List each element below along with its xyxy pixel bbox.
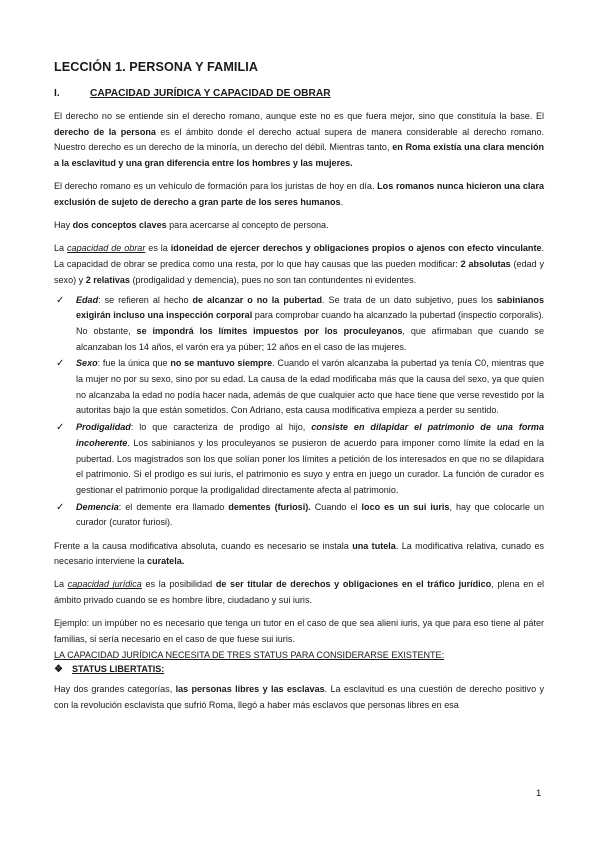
- paragraph-categorias: [54, 682, 544, 713]
- list-item-prodigalidad: [54, 420, 544, 499]
- bold-text: loco es un sui iuris: [361, 501, 450, 512]
- text: para comprobar cuando ha alcanzado la pubertad (inspectio corporalis). No obstante,: [76, 310, 544, 336]
- paragraph-key-concepts: [54, 218, 544, 234]
- text: El derecho no se entiende sin el derecho romano, aunque este no es que fuera mejor, sino que constituía la base. El: [54, 111, 544, 121]
- bold-text: dos conceptos claves: [72, 220, 167, 231]
- page-number: 1: [536, 788, 542, 799]
- bold-text: de ser titular de derechos y obligaciones en el tráfico jurídico: [215, 579, 492, 590]
- list-item-demencia: [54, 500, 544, 531]
- check-icon: ✓: [56, 422, 65, 434]
- text: . Se trata de un dato subjetivo, pues los: [322, 294, 497, 305]
- list-item-edad: [54, 293, 544, 356]
- status-label: STATUS LIBERTATIS:: [72, 664, 165, 674]
- paragraph-ejemplo: Ejemplo: un impúber no es necesario que tenga un tutor en el caso de que sea alieni iuris, ya que para eso tiene al páter familias, si sería necesario en el caso de que fuese sui iuris.: [54, 618, 544, 645]
- bold-text: se impondrá los límites impuestos por los proculeyanos: [136, 325, 403, 336]
- text: , que afirmaban que cuando se alcanzaban los 14 años, el varón era ya púber; 12 años en el caso de las mujeres.: [76, 325, 544, 352]
- text: . La esclavitud es una cuestión de derecho positivo y con la revolución esclavista que sufrió Roma, llegó a haber más esclavos que personas libres en esa: [54, 684, 544, 710]
- item-term: Sexo: [76, 358, 98, 369]
- bold-text: Los romanos nunca hicieron una clara exclusión de sujeto de derecho a gran parte de los seres humanos: [54, 181, 544, 208]
- paragraph-capacidad-obrar: [54, 241, 544, 288]
- list-item-sexo: [54, 356, 544, 419]
- causes-list: [54, 293, 544, 532]
- lesson-title: LECCIÓN 1. PERSONA Y FAMILIA: [54, 60, 259, 74]
- text: . Cuando el varón alcanzaba la pubertad ya tenía C0, mientras que la mujer no por su sexo, sino por su edad. La causa de la edad modificaba más que la causa del sexo, ya que quien no alcanzaba la edad no podía hacer nada, además de que cualquier acto que hace tiene que verse revestido por la autoritas bajo la que están sometidos. Con Adriano, esta causa modificativa empieza a perder su sentido.: [76, 358, 544, 416]
- bold-text: consiste en dilapidar el patrimonio de una forma incoherente: [76, 422, 544, 448]
- text: es la: [145, 243, 171, 254]
- text: Cuando el: [310, 501, 362, 512]
- check-icon: ✓: [56, 358, 65, 370]
- text: , plena en el ámbito privado cuando se es hombre libre, ciudadano y sui iuris.: [54, 579, 544, 606]
- bold-text: curatela.: [147, 556, 185, 567]
- text: : lo que caracteriza de prodigo al hijo,: [130, 422, 312, 433]
- bold-text: no se mantuvo siempre: [170, 358, 273, 369]
- text: (edad y sexo) y: [54, 259, 544, 285]
- section-title: CAPACIDAD JURÍDICA Y CAPACIDAD DE OBRAR: [90, 88, 331, 99]
- check-icon: ✓: [56, 294, 65, 306]
- diamond-bullet-icon: ❖: [54, 663, 63, 675]
- text: La: [54, 243, 68, 254]
- bold-text: derecho de la persona: [54, 126, 156, 137]
- section-number: I.: [54, 88, 60, 99]
- status-libertatis-heading: [54, 664, 544, 675]
- text: . Los sabinianos y los proculeyanos se pusieron de acuerdo para imponer como límite la edad en la pubertad. Los magistrados son los que solían poner los límites a petición de los interesados en que no se dilapidara el patrimonio. Si el prodigo es sui iuris, el patrimonio es suyo y entra en juego un curador. La función de curador es gestionar el patrimonio porque la prodigalidad directamente afecta al patrimonio.: [76, 437, 544, 495]
- text: .: [340, 197, 344, 208]
- bold-text: una tutela: [352, 540, 396, 551]
- term-capacidad-juridica: capacidad jurídica: [67, 579, 142, 590]
- bold-text: dementes (furiosi).: [228, 501, 311, 512]
- text: para acercarse al concepto de persona.: [166, 220, 329, 231]
- text: , hay que colocarle un curador (curator furiosi).: [76, 501, 544, 528]
- section-heading: [54, 88, 544, 99]
- text: es el ámbito donde el derecho actual supera de manera considerable al derecho romano. Nuestro derecho es un derecho de la minoría, un derecho del débil. Mientras tanto,: [54, 126, 544, 153]
- bold-text: las personas libres y las esclavas: [175, 684, 325, 694]
- check-icon: ✓: [56, 501, 65, 513]
- text: Hay: [54, 220, 73, 231]
- paragraph-roman-law: [54, 179, 544, 210]
- item-term: Prodigalidad: [76, 422, 131, 433]
- text: : el demente era llamado: [118, 501, 229, 512]
- bold-text: sabinianos exigirán incluso una inspección corporal: [76, 294, 544, 321]
- text: : se refieren al hecho: [98, 294, 193, 305]
- item-term: Demencia: [76, 501, 119, 512]
- paragraph-intro: [54, 109, 544, 172]
- bold-text: 2 relativas: [85, 274, 130, 285]
- text: Frente a la causa modificativa absoluta, cuando es necesario se instala: [54, 540, 353, 551]
- term-capacidad-obrar: capacidad de obrar: [67, 243, 146, 254]
- page-content: [54, 60, 544, 713]
- bold-text: 2 absolutas: [460, 259, 511, 270]
- bold-text: idoneidad de ejercer derechos y obligaciones propios o ajenos con efecto vinculante: [170, 243, 542, 254]
- text: : fue la única que: [97, 358, 171, 369]
- text: La: [54, 579, 68, 590]
- paragraph-capacidad-juridica: [54, 577, 544, 608]
- text: . La capacidad de obrar se predica como una resta, por lo que hay causas que las pueden modificar:: [54, 243, 545, 270]
- text: Hay dos grandes categorías,: [54, 684, 176, 694]
- bold-text: en Roma existía una clara mención a la esclavitud y una gran diferencia entre los hombres y las mujeres.: [54, 142, 545, 169]
- text: El derecho romano es un vehículo de formación para los juristas de hoy en día.: [54, 181, 378, 192]
- text: . La modificativa relativa, cunado es necesario interviene la: [54, 540, 544, 567]
- bold-text: de alcanzar o no la pubertad: [192, 294, 323, 305]
- subheading-status: LA CAPACIDAD JURÍDICA NECESITA DE TRES STATUS PARA CONSIDERARSE EXISTENTE:: [54, 649, 445, 660]
- paragraph-tutela: [54, 539, 544, 570]
- text: es la posibilidad: [141, 579, 216, 590]
- text: (prodigalidad y demencia), pues no son tan contundentes ni evidentes.: [129, 274, 417, 285]
- item-term: Edad: [76, 294, 99, 305]
